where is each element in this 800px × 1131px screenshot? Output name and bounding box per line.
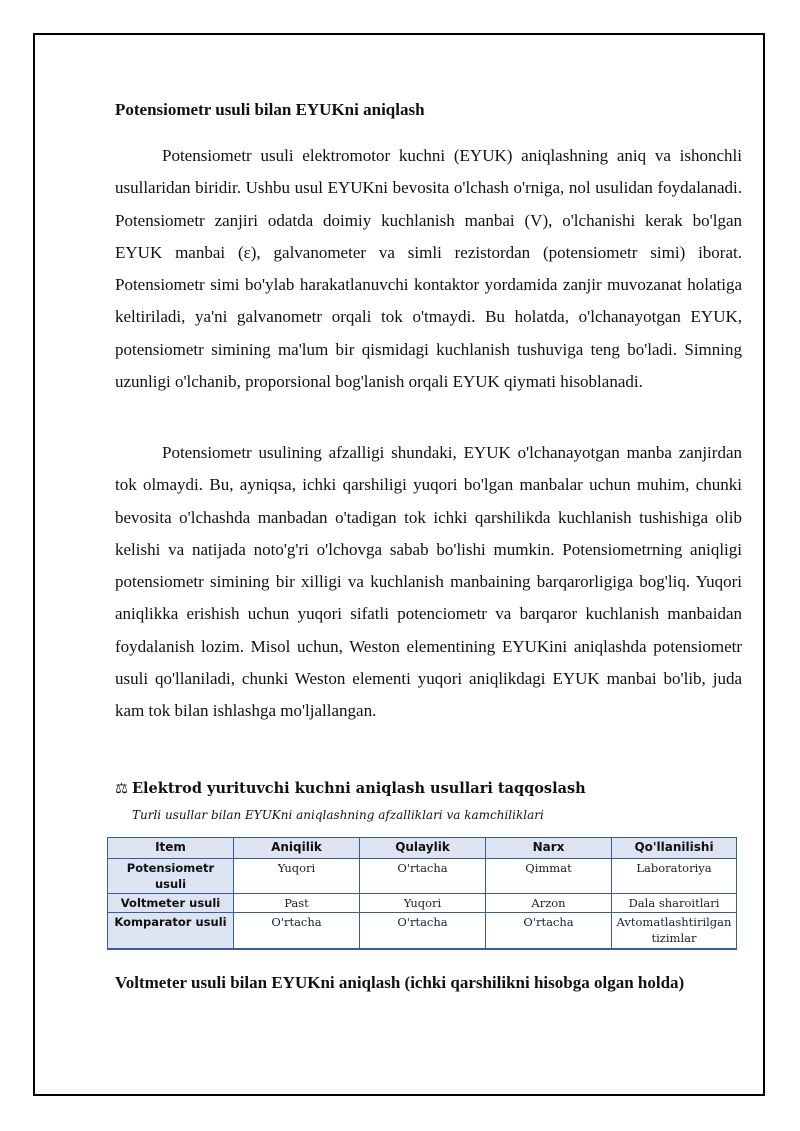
table-row-header: Voltmeter usuli bbox=[108, 894, 234, 913]
table-cell: O'rtacha bbox=[486, 913, 612, 950]
section-heading-voltmeter: Voltmeter usuli bilan EYUKni aniqlash (ichki qarshilikni hisobga olgan holda) bbox=[115, 973, 685, 992]
table-cell: O'rtacha bbox=[360, 913, 486, 950]
table-header-cell: Item bbox=[108, 838, 234, 859]
table-cell: Yuqori bbox=[234, 859, 360, 894]
table-header-cell: Qulaylik bbox=[360, 838, 486, 859]
paragraph-potentiometer-advantages: Potensiometr usulining afzalligi shundaki, EYUK o'lchanayotgan manba zanjirdan tok olmaydi. Bu, ayniqsa, ichki qarshiligi yuqori bo'lgan manbalar uchun muhim, chunki bevosita o'lchashda manbadan o'tadigan tok ichki qarshilikda kuchlanish tushishiga olib kelishi va natijada noto'g'ri o'lchovga sabab bo'lishi mumkin. Potensiometrning aniqligi potensiometr simining bir xilligi va kuchlanish manbaining barqarorligiga bog'liq. Yuqori aniqlikka erishish uchun yuqori sifatli potenciometr va barqaror kuchlanish manbaidan foydalanish lozim. Misol uchun, Weston elementining EYUKini aniqlashda potensiometr usuli qo'llaniladi, chunki Weston elementi yuqori aniqlikdagi EYUK manbai bo'lib, juda kam tok bilan ishlashga mo'ljallangan. bbox=[115, 443, 742, 721]
table-row bbox=[108, 859, 737, 894]
table-title bbox=[115, 780, 586, 797]
table-row bbox=[108, 913, 737, 950]
table-cell: O'rtacha bbox=[234, 913, 360, 950]
table-cell: Qimmat bbox=[486, 859, 612, 894]
table-cell: O'rtacha bbox=[360, 859, 486, 894]
table-row-header: Potensiometr usuli bbox=[108, 859, 234, 894]
table-cell: Yuqori bbox=[360, 894, 486, 913]
table-cell: Past bbox=[234, 894, 360, 913]
table-header-cell: Qo'llanilishi bbox=[612, 838, 737, 859]
section-heading-potentiometer: Potensiometr usuli bilan EYUKni aniqlash bbox=[115, 100, 425, 119]
table-header-cell: Aniqilik bbox=[234, 838, 360, 859]
table-row bbox=[108, 894, 737, 913]
table-header-row bbox=[108, 838, 737, 859]
table-cell: Arzon bbox=[486, 894, 612, 913]
comparison-table bbox=[107, 837, 737, 950]
paragraph-potentiometer-method: Potensiometr usuli elektromotor kuchni (EYUK) aniqlashning aniq va ishonchli usullaridan biridir. Ushbu usul EYUKni bevosita o'lchash o'rniga, nol usulidan foydalanadi. Potensiometr zanjiri odatda doimiy kuchlanish manbai (V), o'lchanishi kerak bo'lgan EYUK manbai (ε), galvanometer va simli rezistordan (potensiometr simi) iborat. Potensiometr simi bo'ylab harakatlanuvchi kontaktor yordamida zanjir muvozanat holatiga keltiriladi, ya'ni galvanometr orqali tok o'tmaydi. Bu holatda, o'lchanayotgan EYUK, potensiometr simining ma'lum bir qismidagi kuchlanish tushuviga teng bo'ladi. Simning uzunligi o'lchanib, proporsional bog'lanish orqali EYUK qiymati hisoblanadi. bbox=[115, 146, 742, 392]
table-cell: Laboratoriya bbox=[612, 859, 737, 894]
table-header-cell: Narx bbox=[486, 838, 612, 859]
table-cell: Avtomatlashtirilgan tizimlar bbox=[612, 913, 737, 950]
table-subtitle: Turli usullar bilan EYUKni aniqlashning afzalliklari va kamchiliklari bbox=[132, 808, 544, 822]
table-cell: Dala sharoitlari bbox=[612, 894, 737, 913]
table-title-text: Elektrod yurituvchi kuchni aniqlash usullari taqqoslash bbox=[132, 780, 586, 797]
balance-scale-icon: ⚖ bbox=[115, 781, 128, 797]
table-row-header: Komparator usuli bbox=[108, 913, 234, 950]
